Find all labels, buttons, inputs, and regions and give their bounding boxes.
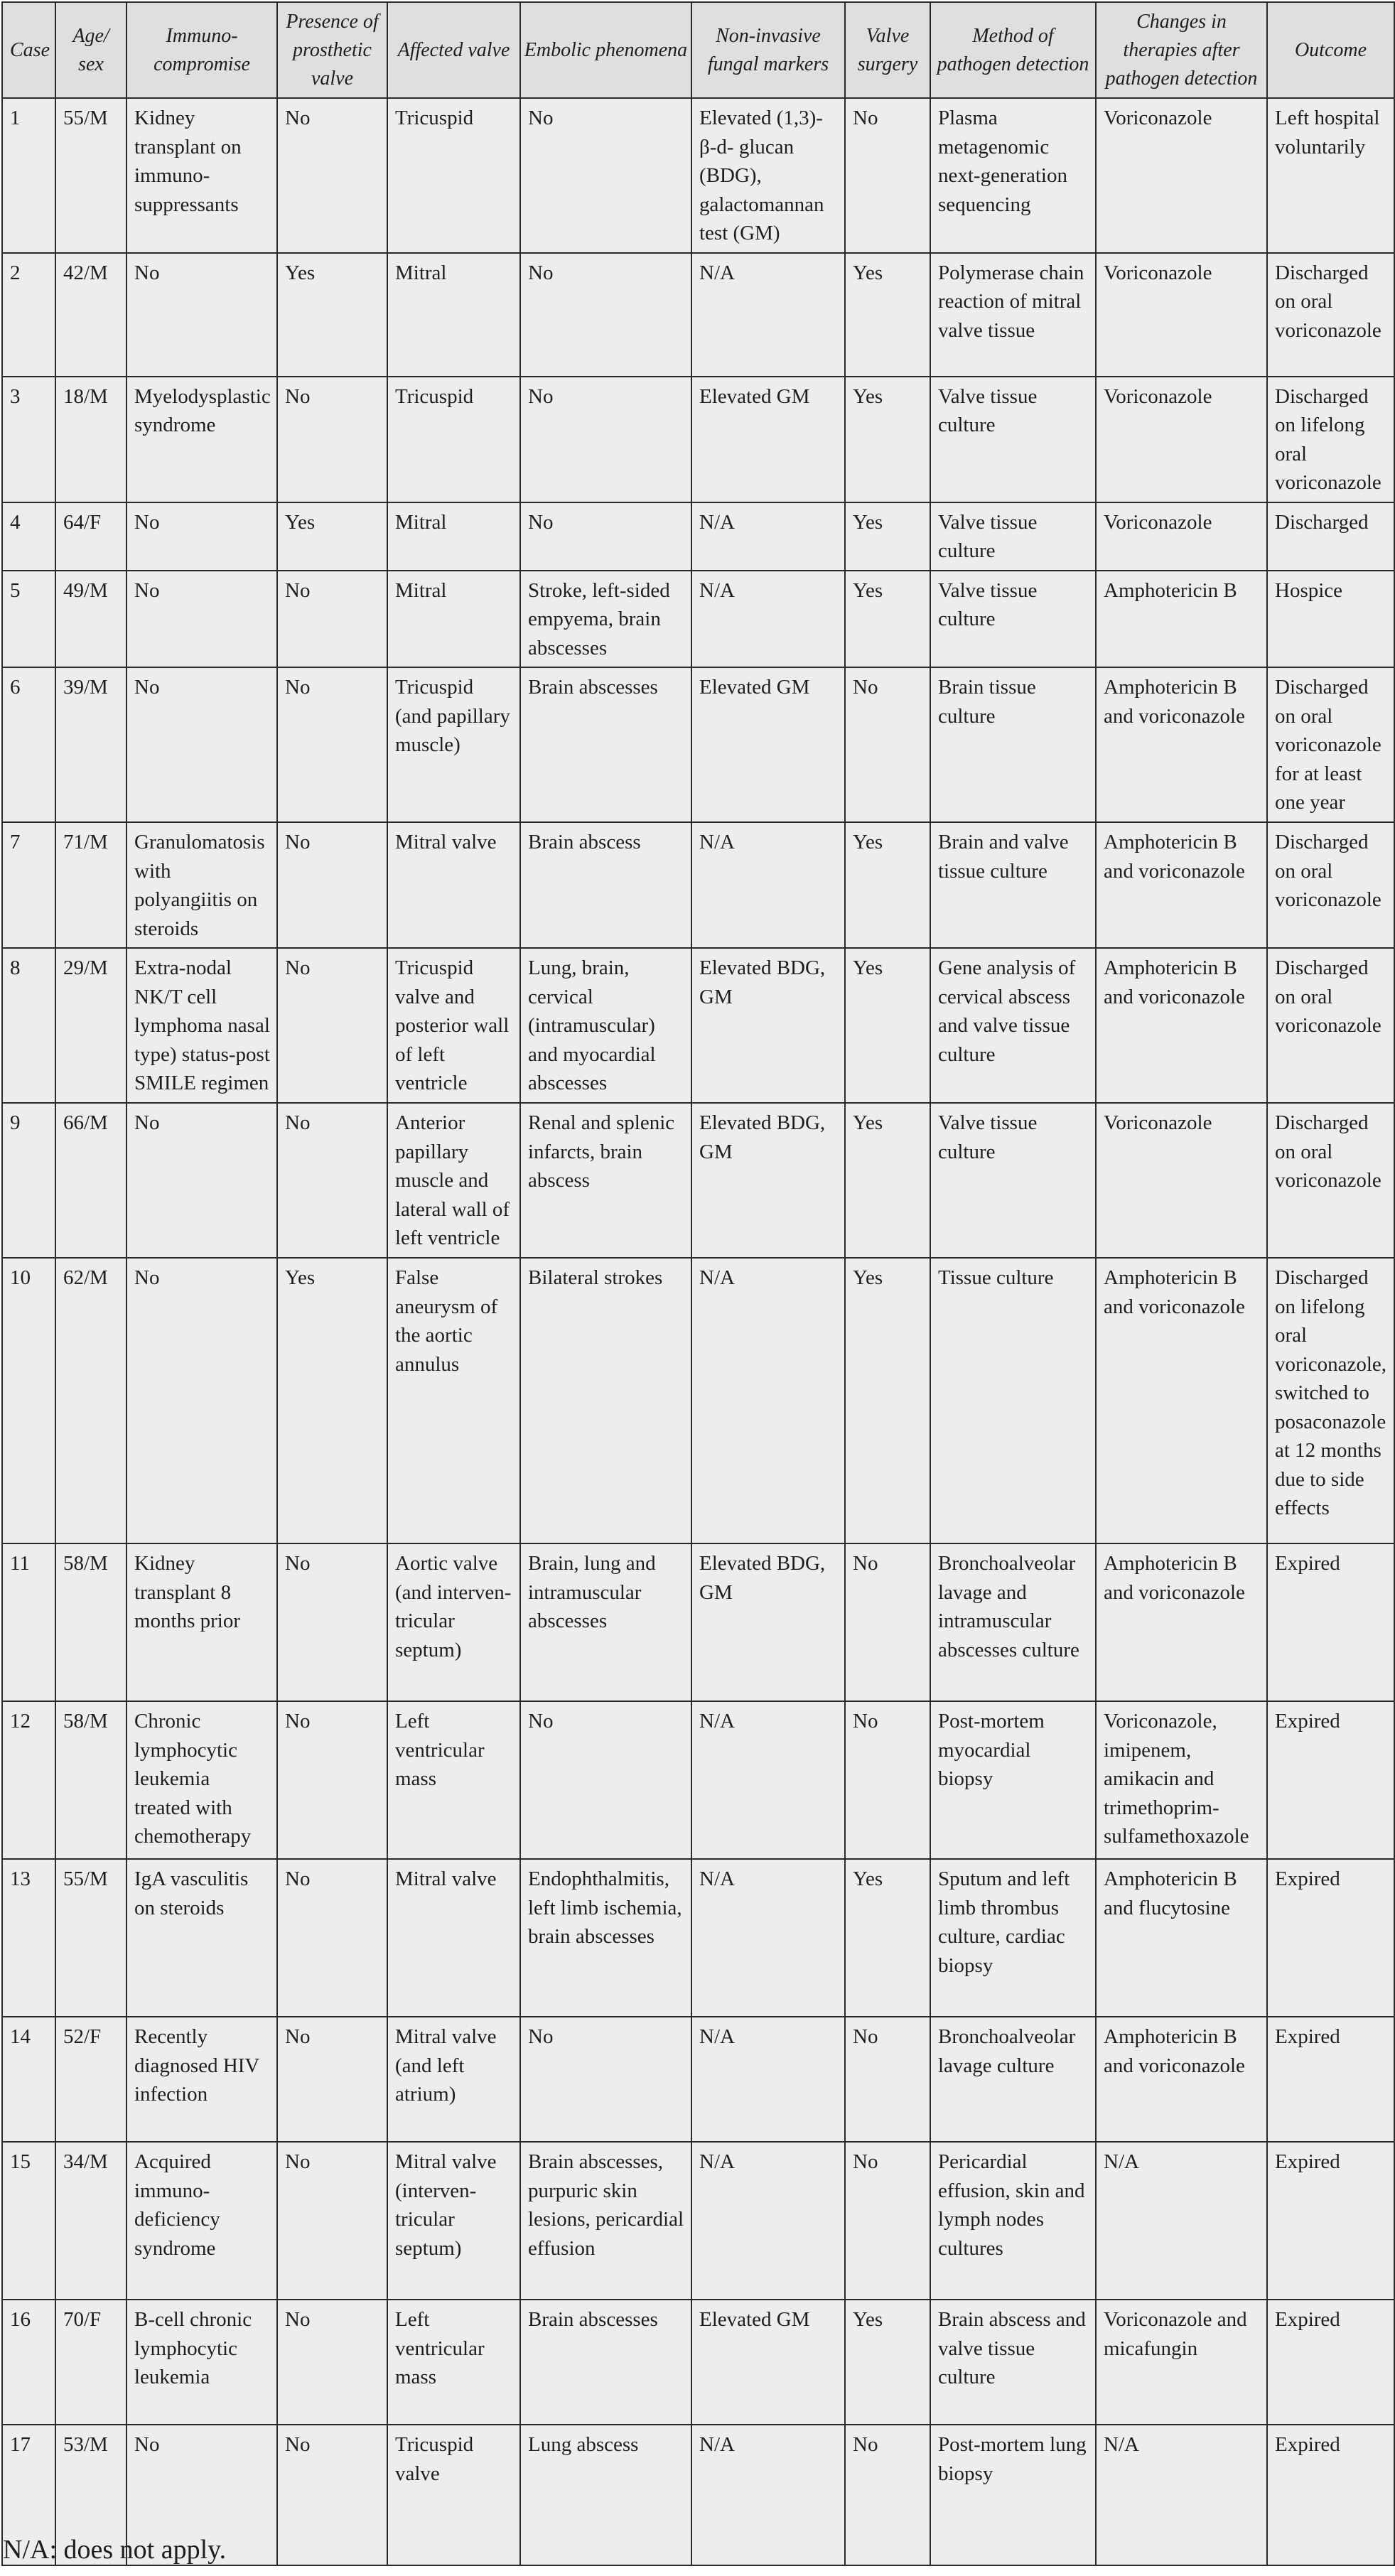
cell-therapy-changes: Amphotericin B and flucytosine bbox=[1096, 1859, 1267, 2017]
cell-detection-method: Brain abscess and valve tissue culture bbox=[930, 2300, 1096, 2425]
cell-affected-valve: Left ventricular mass bbox=[387, 1701, 520, 1859]
header-immunocompromise: Immuno- compromise bbox=[126, 2, 277, 98]
cell-outcome: Expired bbox=[1267, 2425, 1394, 2565]
cell-age-sex: 18/M bbox=[55, 377, 126, 502]
cell-affected-valve: Tricuspid valve and posterior wall of left ventricle bbox=[387, 948, 520, 1103]
cell-valve-surgery: No bbox=[845, 98, 930, 253]
cell-outcome: Discharged on lifelong oral voriconazole, switched to posaconazole at 12 months due to side effects bbox=[1267, 1258, 1394, 1543]
table-row bbox=[2, 2300, 1394, 2425]
cell-age-sex: 29/M bbox=[55, 948, 126, 1103]
cell-detection-method: Valve tissue culture bbox=[930, 502, 1096, 571]
cell-prosthetic-valve: No bbox=[277, 1859, 387, 2017]
cell-embolic-phenomena: No bbox=[520, 2017, 691, 2142]
cell-valve-surgery: Yes bbox=[845, 571, 930, 668]
cell-outcome: Expired bbox=[1267, 2017, 1394, 2142]
cell-therapy-changes: Voriconazole bbox=[1096, 253, 1267, 377]
cell-detection-method: Gene analysis of cervical abscess and valve tissue culture bbox=[930, 948, 1096, 1103]
header-outcome: Outcome bbox=[1267, 2, 1394, 98]
cell-affected-valve: Mitral valve bbox=[387, 822, 520, 948]
cell-case: 8 bbox=[2, 948, 55, 1103]
cell-case: 15 bbox=[2, 2142, 55, 2300]
cell-therapy-changes: Voriconazole, imipenem, amikacin and trimethoprim- sulfamethoxazole bbox=[1096, 1701, 1267, 1859]
cell-outcome: Expired bbox=[1267, 2300, 1394, 2425]
cell-therapy-changes: Voriconazole bbox=[1096, 98, 1267, 253]
cell-valve-surgery: No bbox=[845, 2425, 930, 2565]
cell-embolic-phenomena: No bbox=[520, 98, 691, 253]
table-footnote: N/A: does not apply. bbox=[3, 2535, 227, 2565]
cell-detection-method: Pericardial effusion, skin and lymph nodes cultures bbox=[930, 2142, 1096, 2300]
cell-prosthetic-valve: No bbox=[277, 2017, 387, 2142]
cell-embolic-phenomena: Brain abscess bbox=[520, 822, 691, 948]
cell-fungal-markers: Elevated GM bbox=[691, 377, 845, 502]
cell-fungal-markers: N/A bbox=[691, 1859, 845, 2017]
cell-immunocompromise: No bbox=[126, 667, 277, 822]
cell-embolic-phenomena: No bbox=[520, 502, 691, 571]
cell-therapy-changes: Amphotericin B and voriconazole bbox=[1096, 667, 1267, 822]
cell-affected-valve: Mitral bbox=[387, 253, 520, 377]
cell-age-sex: 62/M bbox=[55, 1258, 126, 1543]
cell-immunocompromise: B-cell chronic lymphocytic leukemia bbox=[126, 2300, 277, 2425]
cell-detection-method: Valve tissue culture bbox=[930, 1103, 1096, 1258]
cell-affected-valve: Mitral bbox=[387, 502, 520, 571]
table-row bbox=[2, 1258, 1394, 1543]
header-row bbox=[2, 2, 1394, 98]
cell-case: 14 bbox=[2, 2017, 55, 2142]
cell-embolic-phenomena: No bbox=[520, 377, 691, 502]
cell-fungal-markers: N/A bbox=[691, 2017, 845, 2142]
cell-affected-valve: Mitral valve bbox=[387, 1859, 520, 2017]
table-row bbox=[2, 667, 1394, 822]
header-case: Case bbox=[2, 2, 55, 98]
cell-detection-method: Plasma metagenomic next-generation sequencing bbox=[930, 98, 1096, 253]
cell-immunocompromise: Granulomatosis with polyangiitis on steroids bbox=[126, 822, 277, 948]
header-valve-surgery: Valve surgery bbox=[845, 2, 930, 98]
cell-immunocompromise: No bbox=[126, 571, 277, 668]
cell-fungal-markers: N/A bbox=[691, 502, 845, 571]
cell-detection-method: Post-mortem myocardial biopsy bbox=[930, 1701, 1096, 1859]
cell-therapy-changes: Amphotericin B bbox=[1096, 571, 1267, 668]
cell-therapy-changes: Amphotericin B and voriconazole bbox=[1096, 1543, 1267, 1701]
table-body bbox=[2, 98, 1394, 2565]
cell-detection-method: Bronchoalveolar lavage and intramuscular abscesses culture bbox=[930, 1543, 1096, 1701]
cell-fungal-markers: Elevated BDG, GM bbox=[691, 948, 845, 1103]
cell-prosthetic-valve: Yes bbox=[277, 1258, 387, 1543]
cell-valve-surgery: No bbox=[845, 1701, 930, 1859]
cell-case: 13 bbox=[2, 1859, 55, 2017]
cell-affected-valve: Tricuspid (and papillary muscle) bbox=[387, 667, 520, 822]
table-row bbox=[2, 2142, 1394, 2300]
table-row bbox=[2, 948, 1394, 1103]
cell-case: 5 bbox=[2, 571, 55, 668]
cell-immunocompromise: No bbox=[126, 253, 277, 377]
cell-immunocompromise: Chronic lymphocytic leukemia treated with chemotherapy bbox=[126, 1701, 277, 1859]
cell-detection-method: Bronchoalveolar lavage culture bbox=[930, 2017, 1096, 2142]
cell-therapy-changes: Amphotericin B and voriconazole bbox=[1096, 1258, 1267, 1543]
cell-immunocompromise: Kidney transplant on immuno- suppressants bbox=[126, 98, 277, 253]
cell-therapy-changes: Amphotericin B and voriconazole bbox=[1096, 2017, 1267, 2142]
cell-fungal-markers: N/A bbox=[691, 822, 845, 948]
cell-case: 6 bbox=[2, 667, 55, 822]
cell-age-sex: 55/M bbox=[55, 1859, 126, 2017]
cell-embolic-phenomena: No bbox=[520, 253, 691, 377]
cell-affected-valve: Tricuspid bbox=[387, 98, 520, 253]
cell-detection-method: Valve tissue culture bbox=[930, 377, 1096, 502]
cell-immunocompromise: IgA vasculitis on steroids bbox=[126, 1859, 277, 2017]
cell-age-sex: 55/M bbox=[55, 98, 126, 253]
case-table bbox=[1, 1, 1395, 2566]
cell-detection-method: Tissue culture bbox=[930, 1258, 1096, 1543]
header-prosthetic-valve: Presence of prosthetic valve bbox=[277, 2, 387, 98]
table-row bbox=[2, 253, 1394, 377]
cell-fungal-markers: Elevated BDG, GM bbox=[691, 1103, 845, 1258]
cell-valve-surgery: Yes bbox=[845, 948, 930, 1103]
cell-case: 1 bbox=[2, 98, 55, 253]
cell-outcome: Discharged on lifelong oral voriconazole bbox=[1267, 377, 1394, 502]
cell-detection-method: Brain and valve tissue culture bbox=[930, 822, 1096, 948]
cell-age-sex: 66/M bbox=[55, 1103, 126, 1258]
cell-therapy-changes: N/A bbox=[1096, 2142, 1267, 2300]
cell-case: 12 bbox=[2, 1701, 55, 1859]
cell-embolic-phenomena: Brain abscesses bbox=[520, 2300, 691, 2425]
cell-valve-surgery: Yes bbox=[845, 1258, 930, 1543]
cell-immunocompromise: No bbox=[126, 2425, 277, 2565]
cell-therapy-changes: Amphotericin B and voriconazole bbox=[1096, 948, 1267, 1103]
cell-prosthetic-valve: No bbox=[277, 98, 387, 253]
cell-valve-surgery: No bbox=[845, 2017, 930, 2142]
cell-fungal-markers: N/A bbox=[691, 1701, 845, 1859]
cell-case: 16 bbox=[2, 2300, 55, 2425]
cell-outcome: Discharged on oral voriconazole bbox=[1267, 253, 1394, 377]
cell-valve-surgery: Yes bbox=[845, 502, 930, 571]
cell-valve-surgery: Yes bbox=[845, 1859, 930, 2017]
cell-age-sex: 71/M bbox=[55, 822, 126, 948]
cell-age-sex: 39/M bbox=[55, 667, 126, 822]
cell-detection-method: Polymerase chain reaction of mitral valve tissue bbox=[930, 253, 1096, 377]
cell-age-sex: 49/M bbox=[55, 571, 126, 668]
table-row bbox=[2, 502, 1394, 571]
cell-immunocompromise: No bbox=[126, 502, 277, 571]
table-row bbox=[2, 98, 1394, 253]
cell-outcome: Expired bbox=[1267, 1859, 1394, 2017]
cell-age-sex: 42/M bbox=[55, 253, 126, 377]
cell-prosthetic-valve: No bbox=[277, 2300, 387, 2425]
cell-detection-method: Valve tissue culture bbox=[930, 571, 1096, 668]
cell-therapy-changes: Amphotericin B and voriconazole bbox=[1096, 822, 1267, 948]
cell-affected-valve: Tricuspid bbox=[387, 377, 520, 502]
cell-outcome: Expired bbox=[1267, 2142, 1394, 2300]
cell-valve-surgery: Yes bbox=[845, 822, 930, 948]
cell-case: 17 bbox=[2, 2425, 55, 2565]
cell-affected-valve: Mitral bbox=[387, 571, 520, 668]
table-row bbox=[2, 1543, 1394, 1701]
table-header bbox=[2, 2, 1394, 98]
cell-valve-surgery: Yes bbox=[845, 1103, 930, 1258]
cell-embolic-phenomena: Endophthalmitis, left limb ischemia, brain abscesses bbox=[520, 1859, 691, 2017]
cell-outcome: Discharged on oral voriconazole bbox=[1267, 948, 1394, 1103]
cell-therapy-changes: N/A bbox=[1096, 2425, 1267, 2565]
cell-outcome: Discharged on oral voriconazole bbox=[1267, 822, 1394, 948]
cell-case: 4 bbox=[2, 502, 55, 571]
cell-prosthetic-valve: Yes bbox=[277, 253, 387, 377]
cell-valve-surgery: Yes bbox=[845, 2300, 930, 2425]
cell-outcome: Discharged on oral voriconazole for at least one year bbox=[1267, 667, 1394, 822]
table-row bbox=[2, 1701, 1394, 1859]
cell-prosthetic-valve: No bbox=[277, 948, 387, 1103]
cell-affected-valve: Aortic valve (and interven- tricular septum) bbox=[387, 1543, 520, 1701]
table-row bbox=[2, 2017, 1394, 2142]
cell-outcome: Expired bbox=[1267, 1543, 1394, 1701]
cell-immunocompromise: Extra-nodal NK/T cell lymphoma nasal type) status-post SMILE regimen bbox=[126, 948, 277, 1103]
header-fungal-markers: Non-invasive fungal markers bbox=[691, 2, 845, 98]
cell-embolic-phenomena: Lung, brain, cervical (intramuscular) and myocardial abscesses bbox=[520, 948, 691, 1103]
cell-affected-valve: Mitral valve (and left atrium) bbox=[387, 2017, 520, 2142]
cell-outcome: Hospice bbox=[1267, 571, 1394, 668]
cell-embolic-phenomena: Stroke, left-sided empyema, brain abscesses bbox=[520, 571, 691, 668]
cell-case: 7 bbox=[2, 822, 55, 948]
cell-valve-surgery: No bbox=[845, 1543, 930, 1701]
header-affected-valve: Affected valve bbox=[387, 2, 520, 98]
cell-age-sex: 52/F bbox=[55, 2017, 126, 2142]
cell-fungal-markers: Elevated BDG, GM bbox=[691, 1543, 845, 1701]
cell-therapy-changes: Voriconazole bbox=[1096, 377, 1267, 502]
cell-prosthetic-valve: No bbox=[277, 1701, 387, 1859]
cell-case: 10 bbox=[2, 1258, 55, 1543]
header-embolic-phenomena: Embolic phenomena bbox=[520, 2, 691, 98]
cell-outcome: Left hospital voluntarily bbox=[1267, 98, 1394, 253]
cell-immunocompromise: Acquired immuno- deficiency syndrome bbox=[126, 2142, 277, 2300]
header-therapy-changes: Changes in therapies after pathogen detection bbox=[1096, 2, 1267, 98]
cell-detection-method: Sputum and left limb thrombus culture, cardiac biopsy bbox=[930, 1859, 1096, 2017]
cell-case: 2 bbox=[2, 253, 55, 377]
cell-age-sex: 58/M bbox=[55, 1701, 126, 1859]
cell-case: 9 bbox=[2, 1103, 55, 1258]
cell-fungal-markers: Elevated (1,3)-β-d- glucan (BDG), galactomannan test (GM) bbox=[691, 98, 845, 253]
cell-fungal-markers: N/A bbox=[691, 571, 845, 668]
cell-prosthetic-valve: No bbox=[277, 377, 387, 502]
cell-outcome: Expired bbox=[1267, 1701, 1394, 1859]
cell-valve-surgery: Yes bbox=[845, 377, 930, 502]
cell-prosthetic-valve: No bbox=[277, 2142, 387, 2300]
cell-age-sex: 70/F bbox=[55, 2300, 126, 2425]
header-age-sex: Age/ sex bbox=[55, 2, 126, 98]
cell-detection-method: Brain tissue culture bbox=[930, 667, 1096, 822]
table-row bbox=[2, 1859, 1394, 2017]
cell-prosthetic-valve: Yes bbox=[277, 502, 387, 571]
table-row bbox=[2, 1103, 1394, 1258]
table-row bbox=[2, 571, 1394, 668]
cell-detection-method: Post-mortem lung biopsy bbox=[930, 2425, 1096, 2565]
cell-affected-valve: Anterior papillary muscle and lateral wall of left ventricle bbox=[387, 1103, 520, 1258]
cell-fungal-markers: Elevated GM bbox=[691, 667, 845, 822]
header-detection-method: Method of pathogen detection bbox=[930, 2, 1096, 98]
cell-case: 3 bbox=[2, 377, 55, 502]
cell-immunocompromise: Myelodysplastic syndrome bbox=[126, 377, 277, 502]
cell-therapy-changes: Voriconazole bbox=[1096, 502, 1267, 571]
cell-valve-surgery: Yes bbox=[845, 253, 930, 377]
cell-outcome: Discharged on oral voriconazole bbox=[1267, 1103, 1394, 1258]
cell-prosthetic-valve: No bbox=[277, 667, 387, 822]
cell-age-sex: 34/M bbox=[55, 2142, 126, 2300]
cell-age-sex: 58/M bbox=[55, 1543, 126, 1701]
cell-outcome: Discharged bbox=[1267, 502, 1394, 571]
cell-fungal-markers: Elevated GM bbox=[691, 2300, 845, 2425]
cell-affected-valve: Tricuspid valve bbox=[387, 2425, 520, 2565]
cell-immunocompromise: No bbox=[126, 1103, 277, 1258]
cell-embolic-phenomena: Renal and splenic infarcts, brain abscess bbox=[520, 1103, 691, 1258]
cell-fungal-markers: N/A bbox=[691, 2142, 845, 2300]
cell-case: 11 bbox=[2, 1543, 55, 1701]
cell-age-sex: 53/M bbox=[55, 2425, 126, 2565]
cell-therapy-changes: Voriconazole and micafungin bbox=[1096, 2300, 1267, 2425]
cell-age-sex: 64/F bbox=[55, 502, 126, 571]
cell-embolic-phenomena: Brain abscesses bbox=[520, 667, 691, 822]
cell-immunocompromise: Kidney transplant 8 months prior bbox=[126, 1543, 277, 1701]
cell-prosthetic-valve: No bbox=[277, 822, 387, 948]
cell-embolic-phenomena: Brain, lung and intramuscular abscesses bbox=[520, 1543, 691, 1701]
cell-fungal-markers: N/A bbox=[691, 2425, 845, 2565]
cell-immunocompromise: No bbox=[126, 1258, 277, 1543]
cell-embolic-phenomena: No bbox=[520, 1701, 691, 1859]
table-row bbox=[2, 377, 1394, 502]
cell-affected-valve: False aneurysm of the aortic annulus bbox=[387, 1258, 520, 1543]
cell-therapy-changes: Voriconazole bbox=[1096, 1103, 1267, 1258]
cell-valve-surgery: No bbox=[845, 667, 930, 822]
cell-immunocompromise: Recently diagnosed HIV infection bbox=[126, 2017, 277, 2142]
cell-fungal-markers: N/A bbox=[691, 253, 845, 377]
cell-affected-valve: Left ventricular mass bbox=[387, 2300, 520, 2425]
cell-valve-surgery: No bbox=[845, 2142, 930, 2300]
cell-embolic-phenomena: Brain abscesses, purpuric skin lesions, pericardial effusion bbox=[520, 2142, 691, 2300]
cell-prosthetic-valve: No bbox=[277, 1543, 387, 1701]
table-row bbox=[2, 822, 1394, 948]
cell-affected-valve: Mitral valve (interven- tricular septum) bbox=[387, 2142, 520, 2300]
cell-embolic-phenomena: Bilateral strokes bbox=[520, 1258, 691, 1543]
cell-prosthetic-valve: No bbox=[277, 2425, 387, 2565]
cell-fungal-markers: N/A bbox=[691, 1258, 845, 1543]
cell-embolic-phenomena: Lung abscess bbox=[520, 2425, 691, 2565]
cell-prosthetic-valve: No bbox=[277, 1103, 387, 1258]
cell-prosthetic-valve: No bbox=[277, 571, 387, 668]
